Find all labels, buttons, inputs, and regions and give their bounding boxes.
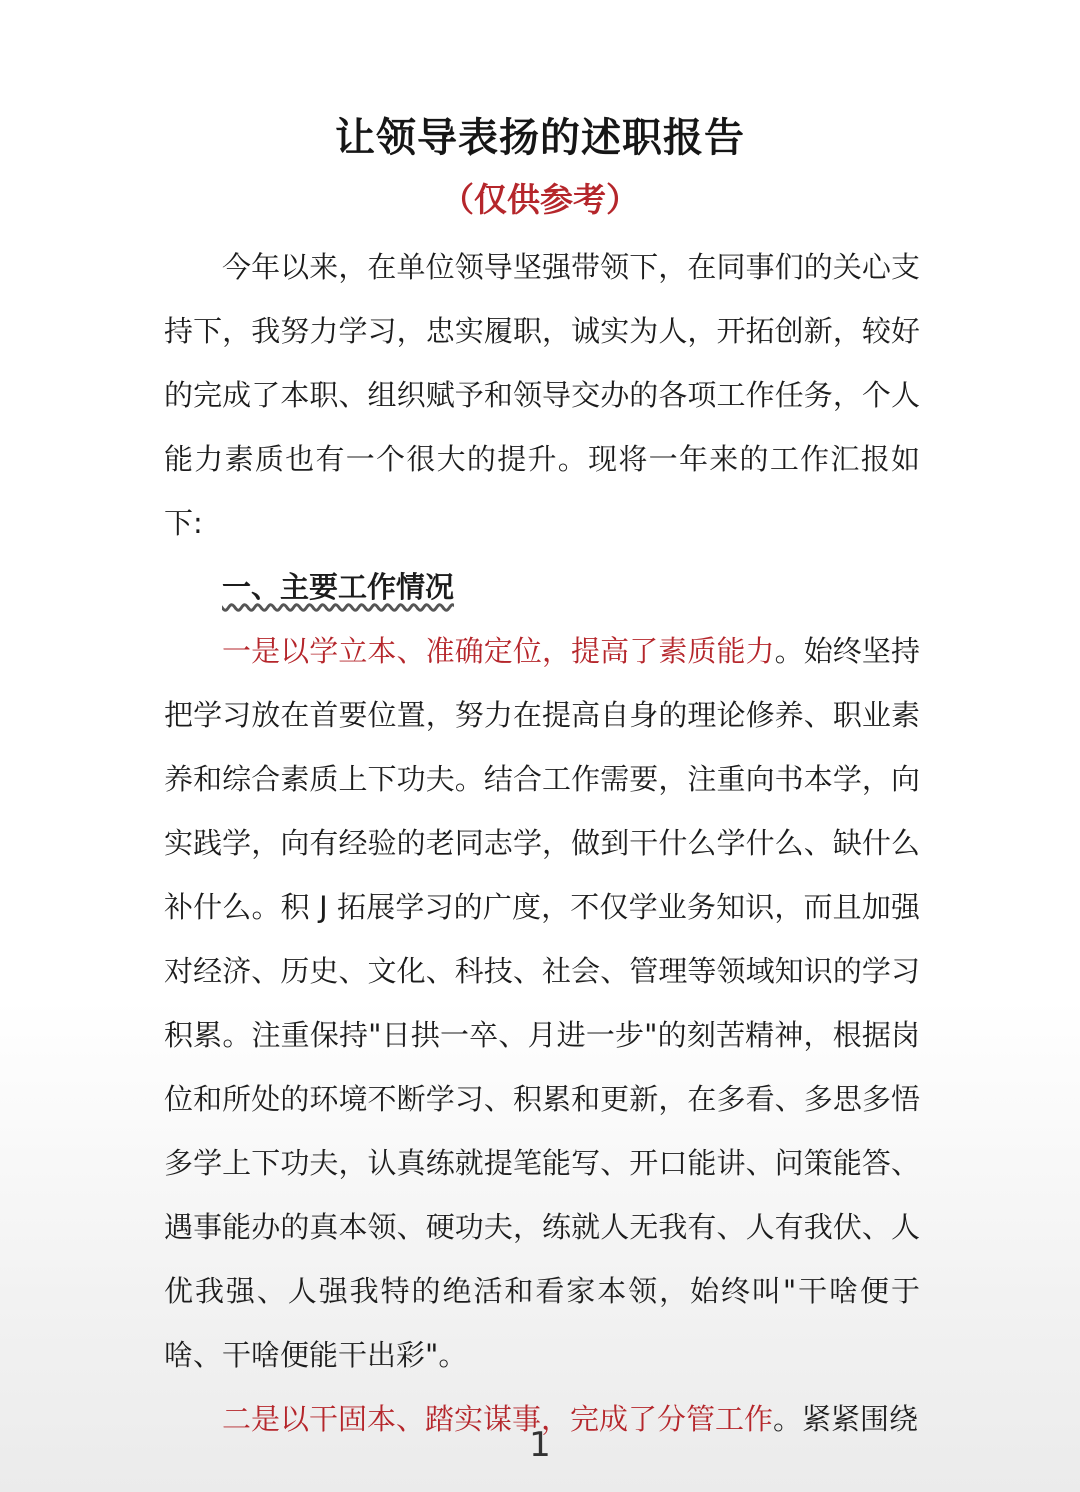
intro-paragraph: 今年以来，在单位领导坚强带领下，在同事们的关心支持下，我努力学习，忠实履职，诚实为人，开拓创新，较好的完成了本职、组织赋予和领导交办的各项工作任务，个人能力素质也有一个很大的提升。现将一年来的工作汇报如下:	[164, 250, 920, 540]
point-one-lead: 一是以学立本、准确定位，提高了素质能力	[222, 634, 775, 668]
point-one-paragraph	[164, 619, 920, 1387]
page-number: 1	[529, 1425, 551, 1465]
section-heading-paragraph	[164, 555, 920, 619]
point-two-body: 。紧紧围绕	[773, 1402, 919, 1436]
point-one-body: 。始终坚持把学习放在首要位置，努力在提高自身的理论修养、职业素养和综合素质上下功夫。结合工作需要，注重向书本学，向实践学，向有经验的老同志学，做到干什么学什么、缺什么补什么。积 J 拓展学习的广度，不仅学业务知识，而且加强对经济、历史、文化、科技、社会、管理等领域知识的学习积累。注重保持"日拱一卒、月进一步"的刻苦精神，根据岗位和所处的环境不断学习、积累和更新，在多看、多思多悟多学上下功夫，认真练就提笔能写、开口能讲、问策能答、遇事能办的真本领、硬功夫，练就人无我有、人有我伏、人优我强、人强我特的绝活和看家本领，始终叫"干啥便于啥、干啥便能干出彩"。	[164, 634, 920, 1372]
section-heading: 一、主要工作情况	[222, 570, 455, 604]
document-title: 让领导表扬的述职报告	[335, 115, 745, 161]
point-two-lead: 二是以干固本、踏实谋事，完成了分管工作	[222, 1402, 774, 1436]
document-body	[164, 235, 920, 1451]
document-subtitle: （仅供参考）	[441, 180, 639, 219]
